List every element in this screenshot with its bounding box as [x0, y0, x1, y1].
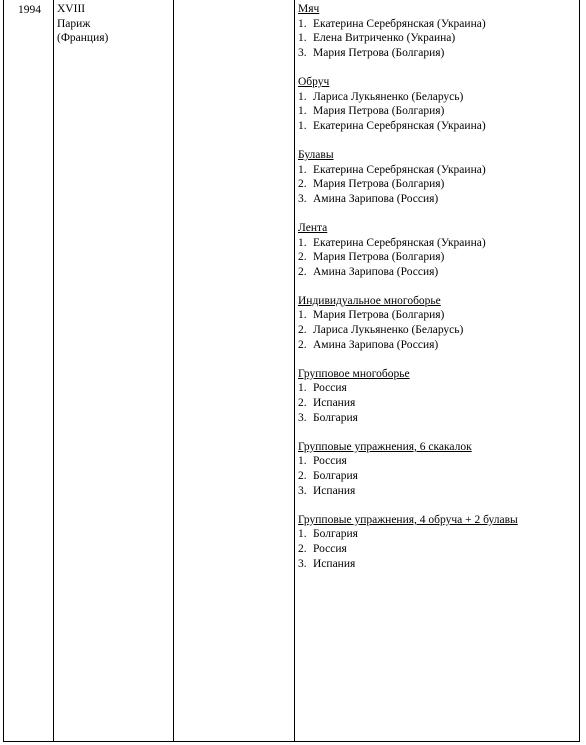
result-place: 1. — [298, 382, 307, 395]
result-place: 2. — [298, 338, 307, 351]
result-item — [298, 396, 518, 411]
result-name: Болгария — [313, 528, 358, 541]
result-place: 1. — [298, 309, 307, 322]
result-place: 1. — [298, 90, 307, 103]
result-item — [298, 192, 518, 207]
event-block — [298, 294, 518, 352]
result-place: 1. — [298, 32, 307, 45]
venue-text — [57, 2, 108, 46]
result-item — [298, 454, 518, 469]
result-item — [298, 381, 518, 396]
country-name: (Франция) — [57, 32, 109, 44]
result-place: 1. — [298, 17, 307, 30]
result-place: 3. — [298, 192, 307, 205]
result-name: Екатерина Серебрянская (Украина) — [313, 236, 486, 249]
result-item — [298, 323, 518, 338]
result-name: Россия — [313, 455, 347, 468]
result-item — [298, 90, 518, 105]
event-block — [298, 221, 518, 279]
city-name: Париж — [57, 17, 91, 30]
events-list — [298, 2, 518, 586]
result-place: 2. — [298, 265, 307, 278]
event-title: Групповые упражнения, 6 скакалок — [298, 440, 472, 453]
event-block — [298, 367, 518, 425]
result-name: Мария Петрова (Болгария) — [313, 309, 445, 322]
result-name: Россия — [313, 542, 347, 555]
edition-number: XVIII — [57, 3, 86, 15]
result-name: Испания — [313, 397, 356, 410]
result-name: Болгария — [313, 470, 358, 482]
year-text: 1994 — [18, 4, 41, 16]
result-place: 1. — [298, 105, 307, 118]
event-title: Мяч — [298, 3, 320, 15]
result-place: 2. — [298, 324, 307, 337]
result-name: Екатерина Серебрянская (Украина) — [313, 17, 486, 30]
event-title: Групповые упражнения, 4 обруча + 2 булавы — [298, 513, 518, 526]
result-name: Мария Петрова (Болгария) — [313, 178, 445, 191]
result-item — [298, 17, 518, 32]
event-title: Групповое многоборье — [298, 367, 410, 380]
result-name: Амина Зарипова (Россия) — [313, 338, 439, 351]
result-name: Амина Зарипова (Россия) — [313, 265, 439, 278]
event-block — [298, 148, 518, 206]
result-item — [298, 104, 518, 119]
result-name: Болгария — [313, 411, 358, 424]
result-name: Мария Петрова (Болгария) — [313, 46, 445, 59]
year-cell — [3, 0, 53, 741]
result-item — [298, 469, 518, 484]
result-item — [298, 411, 518, 426]
result-name: Мария Петрова (Болгария) — [313, 105, 445, 118]
event-block — [298, 75, 518, 133]
result-place: 3. — [298, 411, 307, 424]
result-name: Елена Витриченко (Украина) — [313, 32, 456, 45]
events-cell — [294, 0, 580, 741]
result-item — [298, 484, 518, 499]
result-place: 2. — [298, 542, 307, 555]
result-item — [298, 542, 518, 557]
result-item — [298, 265, 518, 280]
event-title: Булавы — [298, 148, 334, 161]
event-block — [298, 513, 518, 571]
result-item — [298, 163, 518, 178]
empty-cell — [173, 0, 294, 741]
result-place: 2. — [298, 178, 307, 191]
result-item — [298, 236, 518, 251]
result-item — [298, 46, 518, 61]
result-place: 2. — [298, 251, 307, 264]
result-place: 1. — [298, 455, 307, 468]
event-title: Лента — [298, 221, 328, 234]
result-place: 2. — [298, 397, 307, 410]
result-name: Испания — [313, 557, 356, 570]
result-item — [298, 250, 518, 265]
result-name: Россия — [313, 382, 347, 395]
event-block — [298, 440, 518, 498]
result-name: Испания — [313, 484, 356, 497]
result-place: 2. — [298, 470, 307, 482]
event-block — [298, 2, 518, 60]
result-item — [298, 177, 518, 192]
result-place: 3. — [298, 557, 307, 570]
event-title: Индивидуальное многоборье — [298, 294, 441, 307]
result-name: Мария Петрова (Болгария) — [313, 251, 445, 264]
venue-cell — [53, 0, 173, 741]
result-item — [298, 308, 518, 323]
result-place: 3. — [298, 484, 307, 497]
result-place: 1. — [298, 163, 307, 176]
result-item — [298, 557, 518, 572]
result-name: Амина Зарипова (Россия) — [313, 192, 439, 205]
results-table — [3, 0, 580, 742]
result-item — [298, 119, 518, 134]
result-place: 1. — [298, 528, 307, 541]
event-title: Обруч — [298, 75, 330, 88]
result-place: 1. — [298, 119, 307, 132]
result-name: Лариса Лукьяненко (Беларусь) — [313, 90, 464, 103]
result-place: 3. — [298, 46, 307, 59]
result-item — [298, 338, 518, 353]
result-name: Лариса Лукьяненко (Беларусь) — [313, 324, 464, 337]
result-name: Екатерина Серебрянская (Украина) — [313, 119, 486, 132]
result-item — [298, 31, 518, 46]
result-place: 1. — [298, 236, 307, 249]
result-item — [298, 527, 518, 542]
result-name: Екатерина Серебрянская (Украина) — [313, 163, 486, 176]
